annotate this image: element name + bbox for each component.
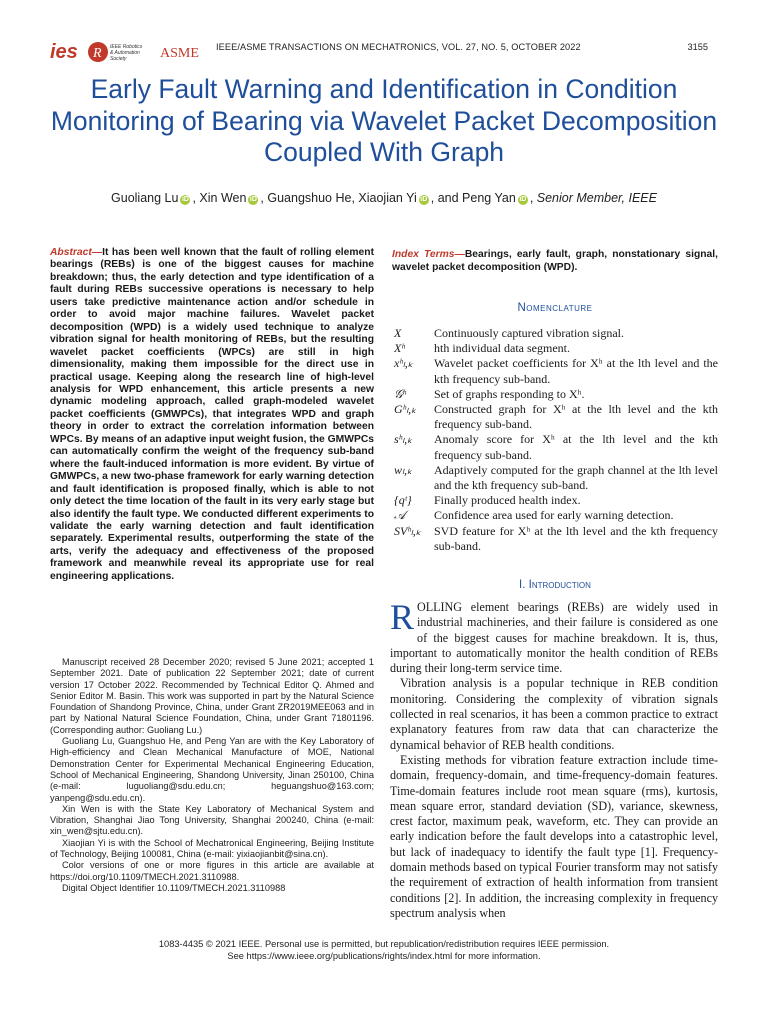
nomenclature-symbol: Gʰₗ,ₖ	[394, 402, 417, 417]
nomenclature-definition: Adaptively computed for the graph channel at the lth level and the kth frequency sub-band.	[434, 462, 718, 493]
journal-header: IEEE/ASME TRANSACTIONS ON MECHATRONICS, VOL. 27, NO. 5, OCTOBER 2022	[216, 42, 581, 52]
nomenclature-definition: SVD feature for Xʰ at the lth level and the kth frequency sub-band.	[434, 523, 718, 553]
abstract-lead: Abstract—	[50, 247, 103, 258]
index-terms-text: Bearings, early fault, graph, nonstationary signal, wavelet packet decomposition (WPD).	[392, 249, 718, 273]
orcid-icon[interactable]: iD	[420, 196, 428, 203]
abstract-text: It has been well known that the fault of rolling element bearings (REBs) is one of the biggest causes for machine breakdown; thus, the early detection and type identification of a fault during REBs successive operations is necessary to help users take predictive maintenance action and/or schedule in order to avoid major machine failures. Wavelet packet decomposition (WPD) is a widely used technique to analyze vibration signal for health monitoring of REBs, but the resulting wavelet packet coefficients (WPCs) are still in high dimensionality, making them impossible for the direct use in practical usage. Keeping along the research line of high-level analysis for WPD enhancement, this article presents a new dynamic modeling approach, called graph-modeled wavelet packet coefficients (GMWPCs), that integrates WPD and graph theory in order to extract the correlation information between WPCs. By means of an adaptive input weight fusion, the GMWPCs can automatically confirm the weight of the frequency sub-band where the fault-induced information is more evident. By virtue of GMWPCs, a new two-phase framework for early warning detection and fault identification is proposed finally, which is able to not only detect the time location of the fault in its very early stage but also identify the fault type. We conducted different experiments to validate the early warning detection and fault identification separately. Experimental results, outperforming the state of the arts, verify the adequacy and effectiveness of the proposed framework and meanwhile reveal its appropriate use for real engineering applications.	[50, 247, 374, 582]
nomenclature-item	[392, 508, 718, 523]
nomenclature-definition: hth individual data segment.	[434, 341, 570, 356]
intro-paragraph: Existing methods for vibration feature extraction include time-domain, frequency-domain, and time-frequency-domain features. Time-domain features include root mean square (rms), kurtosis, mean square error, standard deviation (SD), variance, skewness, crest factor, maximum peak, waveform, etc. They can provide an early indication before the fault develops into a catastrophic level, but lack of inadequacy to identify the fault type [1]. Frequency-domain methods based on typical Fourier transform may not satisfy the requirement of extraction of health information from transient conditions [2]. In addition, the increasing complexity in frequency spectrum analysis when	[390, 752, 718, 920]
index-terms-lead: Index Terms—	[392, 249, 465, 260]
nomenclature-item	[392, 524, 718, 554]
nomenclature-symbol: Xʰ	[394, 341, 405, 356]
nomenclature-item	[392, 356, 718, 386]
orcid-icon[interactable]: iD	[249, 196, 257, 203]
nomenclature-definition: Constructed graph for Xʰ at the lth level and the kth frequency sub-band.	[434, 402, 718, 432]
orcid-icon[interactable]: iD	[181, 196, 189, 203]
orcid-icon[interactable]: iD	[519, 196, 527, 203]
asme-logo: ASME	[160, 46, 199, 61]
footnote-paragraph: Xin Wen is with the State Key Laboratory of Mechanical System and Vibration, Shanghai Jiao Tong University, Shanghai 200240, China (e-mail: xin_wen@sjtu.edu.cn).	[50, 803, 374, 837]
svg-text:R: R	[93, 46, 102, 61]
nomenclature-symbol: 𝒜	[394, 508, 406, 523]
introduction-heading: I. Introduction	[519, 579, 591, 591]
nomenclature-list	[392, 326, 718, 554]
introduction-body	[390, 597, 718, 921]
nomenclature-definition: Anomaly score for Xʰ at the lth level and the kth frequency sub-band.	[434, 432, 718, 462]
author-name: , Guangshuo He, Xiaojian Yi	[260, 191, 417, 205]
footnote-paragraph[interactable]: Color versions of one or more figures in this article are available at https://doi.org/10.1109/TMECH.2021.3110988.	[50, 860, 374, 882]
intro-paragraph: Vibration analysis is a popular technique in REB condition monitoring. Considering the complexity of vibration signals collected in real scenarios, it has been a common practice to extract explanatory features from raw data that can characterize the dynamical behavior of REB health conditions.	[390, 676, 718, 752]
nomenclature-heading: Nomenclature	[517, 302, 593, 314]
footnote-paragraph: Xiaojian Yi is with the School of Mechatronical Engineering, Beijing Institute of Technology, Beijing 100081, China (e-mail: yixiaojianbit@sina.cn).	[50, 837, 374, 860]
rights-link[interactable]: See https://www.ieee.org/publications/rights/index.html for more information.	[227, 950, 541, 961]
nomenclature-item	[392, 341, 718, 356]
author-name: , and Peng Yan	[430, 191, 516, 205]
author-name: , Xin Wen	[192, 191, 247, 205]
author-name: Guoliang Lu	[111, 191, 179, 205]
nomenclature-item	[392, 493, 718, 508]
nomenclature-definition: Continuously captured vibration signal.	[434, 326, 624, 340]
page-number: 3155	[687, 42, 708, 52]
ies-logo: ies	[50, 41, 78, 63]
nomenclature-symbol: {qᵗ}	[394, 493, 412, 508]
nomenclature-symbol: 𝒢ʰ	[394, 386, 406, 401]
author-line: Guoliang Lu iD , Xin Wen iD , Guangshuo He, Xiaojian Yi iD , and Peng Yan iD , Senior Member, IEEE	[111, 191, 657, 205]
nomenclature-item	[392, 432, 718, 462]
nomenclature-symbol: SVʰₗ,ₖ	[394, 523, 421, 538]
nomenclature-definition: Confidence area used for early warning detection.	[434, 508, 674, 523]
nomenclature-symbol: sʰₗ,ₖ	[394, 432, 413, 447]
intro-paragraph: ROLLING element bearings (REBs) are widely used in industrial machineries, and their failure is considered as one of the biggest causes for machine breakdown. It is, thus, important to automatically monitor the health condition of REBs during their long-term service time.	[390, 597, 718, 676]
nomenclature-definition: Wavelet packet coefficients for Xʰ at the lth level and the kth frequency sub-band.	[434, 356, 718, 386]
copyright-line: 1083-4435 © 2021 IEEE. Personal use is permitted, but republication/redistribution requires IEEE permission.	[158, 939, 610, 949]
footnote-paragraph: Digital Object Identifier 10.1109/TMECH.2021.3110988	[62, 882, 286, 893]
svg-text:& Automation: & Automation	[110, 50, 140, 56]
paper-title: Early Fault Warning and Identification in Condition Monitoring of Bearing via Wavelet Packet Decomposition Coupled With Graph	[50, 74, 718, 167]
nomenclature-symbol: xʰₗ,ₖ	[394, 356, 413, 371]
footnote	[50, 657, 374, 894]
nomenclature-definition: Finally produced health index.	[434, 493, 581, 508]
svg-text:Society: Society	[110, 56, 127, 62]
nomenclature-item	[392, 463, 718, 493]
nomenclature-item	[392, 402, 718, 432]
index-terms	[392, 249, 718, 274]
nomenclature-definition: Set of graphs responding to Xʰ.	[434, 386, 585, 401]
nomenclature-item	[392, 326, 718, 341]
svg-text:IEEE Robotics: IEEE Robotics	[110, 44, 143, 50]
nomenclature-item	[392, 387, 718, 402]
copyright-notice	[50, 939, 718, 962]
author-grade: Senior Member, IEEE	[536, 191, 657, 205]
footnote-paragraph: Guoliang Lu, Guangshuo He, and Peng Yan are with the Key Laboratory of High-efficiency and Clean Mechanical Manufacture of MOE, National Demonstration Center for Experimental Mechanical Engineering Education, School of Mechanical Engineering, Shandong University, Jinan 250100, China (e-mail: luguoliang@sdu.edu.cn; heguangshuo@163.com; yanpeng@sdu.edu.cn).	[50, 736, 374, 803]
footnote-paragraph: Manuscript received 28 December 2020; revised 5 June 2021; accepted 1 September 2021. Date of publication 22 September 2021; date of current version 17 October 2022. Recommended by Technical Editor Q. Ahmed and Senior Editor M. Basin. This work was supported in part by the Natural Science Foundation of Shandong Province, China, under Grant ZR2019MEE063 and in part by National Natural Science Foundation, China, under Grant 71801196. (Corresponding author: Guoliang Lu.)	[50, 657, 374, 735]
publisher-logos	[50, 38, 210, 66]
nomenclature-symbol: wₗ,ₖ	[394, 462, 413, 477]
drop-cap: R	[390, 597, 415, 637]
abstract	[50, 247, 374, 583]
nomenclature-symbol: X	[394, 326, 402, 340]
